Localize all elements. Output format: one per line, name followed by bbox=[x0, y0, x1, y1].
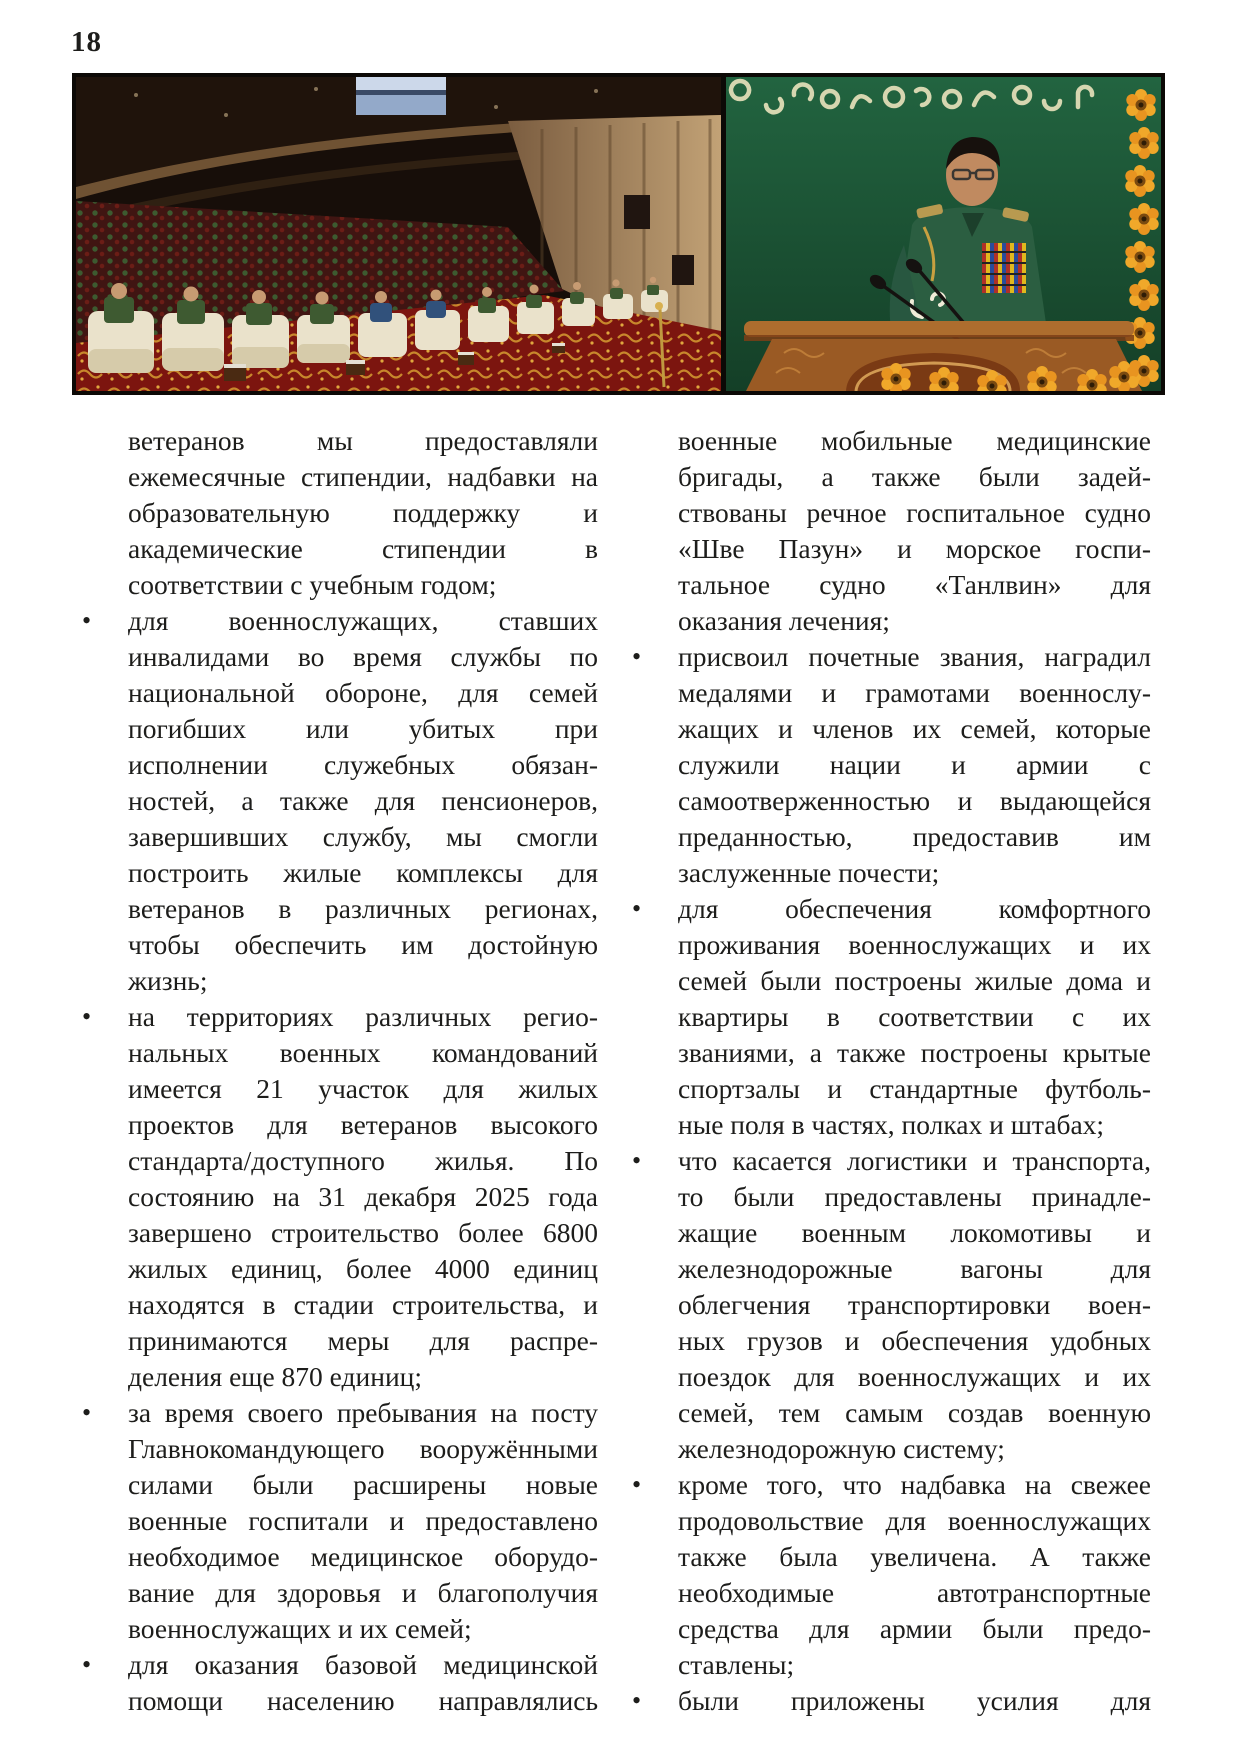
text-line: вание для здоровья и благополучия bbox=[128, 1577, 598, 1608]
bullet-marker: • bbox=[632, 1470, 642, 1499]
speaker-photo bbox=[726, 77, 1161, 391]
text-line: завершено строительство более 6800 bbox=[128, 1217, 598, 1248]
text-line: деления еще 870 единиц; bbox=[128, 1361, 423, 1392]
text-line: облегчения транспортировки воен- bbox=[678, 1289, 1151, 1320]
text-line: ставлены; bbox=[678, 1649, 795, 1680]
text-line: погибших или убитых при bbox=[128, 713, 598, 744]
text-line: железнодорожные вагоны для bbox=[678, 1253, 1151, 1284]
text-line: продовольствие для военнослужащих bbox=[678, 1505, 1151, 1536]
text-line: за время своего пребывания на посту bbox=[128, 1397, 598, 1428]
text-line: для обеспечения комфортного bbox=[678, 893, 1151, 924]
text-line: стандарта/доступного жилья. По bbox=[128, 1145, 598, 1176]
text-line: ветеранов мы предоставляли bbox=[128, 425, 598, 456]
text-column-left bbox=[82, 423, 598, 1719]
text-line: бригады, а также были задей- bbox=[678, 461, 1151, 492]
text-line: военнослужащих и их семей; bbox=[128, 1613, 472, 1644]
text-line: для военнослужащих, ставших bbox=[128, 605, 598, 636]
text-line: построить жилые комплексы для bbox=[128, 857, 598, 888]
bullet-item bbox=[632, 1467, 1151, 1683]
text-line: также была увеличена. А также bbox=[678, 1541, 1151, 1572]
text-line: то были предоставлены принадле- bbox=[678, 1181, 1151, 1212]
text-line: состоянию на 31 декабря 2025 года bbox=[128, 1181, 598, 1212]
text-line: Главнокомандующего вооружёнными bbox=[128, 1433, 598, 1464]
text-line: медалями и грамотами военнослу- bbox=[678, 677, 1151, 708]
bullet-item bbox=[82, 603, 598, 999]
text-line: ежемесячные стипендии, надбавки на bbox=[128, 461, 598, 492]
text-line: ные поля в частях, полках и штабах; bbox=[678, 1109, 1105, 1140]
bullet-marker: • bbox=[632, 1686, 642, 1715]
text-line: чтобы обеспечить им достойную bbox=[128, 929, 598, 960]
text-line: ностей, а также для пенсионеров, bbox=[128, 785, 598, 816]
text-line: званиями, а также построены крытые bbox=[678, 1037, 1151, 1068]
text-line: нальных военных командований bbox=[128, 1037, 598, 1068]
bullet-item bbox=[82, 1395, 598, 1647]
bullet-item bbox=[632, 891, 1151, 1143]
text-line: жилых единиц, более 4000 единиц bbox=[128, 1253, 598, 1284]
text-line: для оказания базовой медицинской bbox=[128, 1649, 598, 1680]
bullet-item bbox=[82, 999, 598, 1395]
bullet-marker: • bbox=[82, 1650, 92, 1679]
text-column-right bbox=[632, 423, 1151, 1719]
text-line: поездок для военнослужащих и их bbox=[678, 1361, 1151, 1392]
text-line: жизнь; bbox=[128, 965, 208, 996]
event-photo-montage bbox=[72, 73, 1165, 395]
bullet-item bbox=[632, 1683, 1151, 1719]
text-line: проживания военнослужащих и их bbox=[678, 929, 1151, 960]
text-line: присвоил почетные звания, наградил bbox=[678, 641, 1151, 672]
text-line: семей, тем самым создав военную bbox=[678, 1397, 1151, 1428]
paragraph bbox=[678, 423, 1151, 639]
text-line: ных грузов и обеспечения удобных bbox=[678, 1325, 1151, 1356]
text-line: находятся в стадии строительства, и bbox=[128, 1289, 598, 1320]
text-line: принимаются меры для распре- bbox=[128, 1325, 598, 1356]
text-line: жащих и членов их семей, которые bbox=[678, 713, 1151, 744]
medal-ribbons bbox=[982, 243, 1026, 293]
text-line: самоотверженностью и выдающейся bbox=[678, 785, 1151, 816]
text-line: кроме того, что надбавка на свежее bbox=[678, 1469, 1151, 1500]
text-line: инвалидами во время службы по bbox=[128, 641, 598, 672]
text-line: ствованы речное госпитальное судно bbox=[678, 497, 1151, 528]
text-line: образовательную поддержку и bbox=[128, 497, 598, 528]
bullet-item bbox=[632, 639, 1151, 891]
text-line: силами были расширены новые bbox=[128, 1469, 598, 1500]
text-line: проектов для ветеранов высокого bbox=[128, 1109, 598, 1140]
text-line: завершивших службу, мы смогли bbox=[128, 821, 598, 852]
text-line: оказания лечения; bbox=[678, 605, 890, 636]
text-line: заслуженные почести; bbox=[678, 857, 940, 888]
bullet-item bbox=[82, 1647, 598, 1719]
projection-screen bbox=[356, 77, 446, 115]
text-line: что касается логистики и транспорта, bbox=[678, 1145, 1151, 1176]
text-line: были приложены усилия для bbox=[678, 1685, 1151, 1716]
bullet-marker: • bbox=[82, 606, 92, 635]
text-line: ветеранов в различных регионах, bbox=[128, 893, 598, 924]
bullet-item bbox=[632, 1143, 1151, 1467]
text-line: «Шве Пазун» и морское госпи- bbox=[678, 533, 1151, 564]
text-line: помощи населению направлялись bbox=[128, 1685, 598, 1716]
text-line: железнодорожную систему; bbox=[678, 1433, 1005, 1464]
text-line: необходимые автотранспортные bbox=[678, 1577, 1151, 1608]
page-number: 18 bbox=[71, 26, 102, 58]
auditorium-photo bbox=[76, 77, 721, 391]
paragraph bbox=[128, 423, 598, 603]
text-line: соответствии с учебным годом; bbox=[128, 569, 497, 600]
bullet-marker: • bbox=[632, 642, 642, 671]
text-line: академические стипендии в bbox=[128, 533, 598, 564]
text-line: жащие военным локомотивы и bbox=[678, 1217, 1151, 1248]
text-line: военные госпитали и предоставлено bbox=[128, 1505, 598, 1536]
text-line: национальной обороне, для семей bbox=[128, 677, 598, 708]
text-line: спортзалы и стандартные футболь- bbox=[678, 1073, 1151, 1104]
text-line: необходимое медицинское оборудо- bbox=[128, 1541, 598, 1572]
text-line: тальное судно «Танлвин» для bbox=[678, 569, 1151, 600]
text-line: служили нации и армии с bbox=[678, 749, 1151, 780]
bullet-marker: • bbox=[632, 1146, 642, 1175]
text-line: средства для армии были предо- bbox=[678, 1613, 1151, 1644]
text-line: семей были построены жилые дома и bbox=[678, 965, 1151, 996]
text-line: имеется 21 участок для жилых bbox=[128, 1073, 598, 1104]
text-line: на территориях различных регио- bbox=[128, 1001, 598, 1032]
bullet-marker: • bbox=[82, 1398, 92, 1427]
text-line: военные мобильные медицинские bbox=[678, 425, 1151, 456]
text-line: квартиры в соответствии с их bbox=[678, 1001, 1151, 1032]
text-line: преданностью, предоставив им bbox=[678, 821, 1151, 852]
text-line: исполнении служебных обязан- bbox=[128, 749, 598, 780]
bullet-marker: • bbox=[632, 894, 642, 923]
bullet-marker: • bbox=[82, 1002, 92, 1031]
